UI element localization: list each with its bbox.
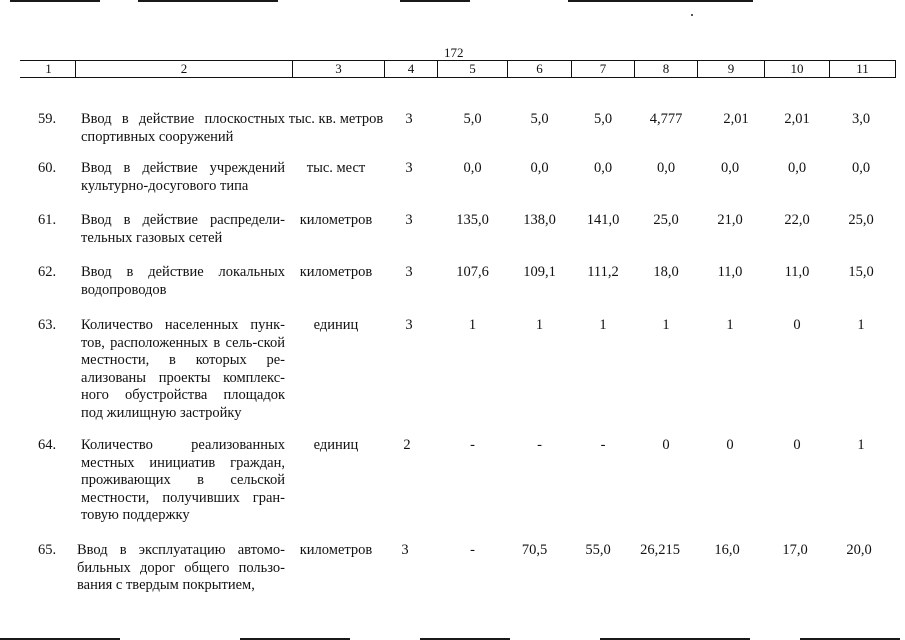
- value-col-8: 1: [662, 317, 670, 333]
- value-col-10: 0,0: [787, 160, 807, 176]
- value-col-6: 0,0: [530, 160, 549, 176]
- unit-of-measure: тыс. кв. метров: [288, 111, 384, 127]
- value-col-8: 4,777: [649, 111, 683, 127]
- value-col-7: 0,0: [593, 160, 613, 176]
- value-col-11: 1: [857, 317, 865, 333]
- value-col-11: 0,0: [851, 160, 871, 176]
- scan-edge-line: [400, 0, 470, 2]
- value-col-10: 17,0: [782, 542, 808, 558]
- value-col-11: 15,0: [848, 264, 874, 280]
- value-col-11: 3,0: [851, 111, 871, 127]
- value-col-10: 22,0: [784, 212, 810, 228]
- column-number: 3: [335, 61, 342, 76]
- column-number: 7: [599, 61, 607, 76]
- value-col-9: 16,0: [714, 542, 740, 558]
- header-divider: [895, 60, 896, 78]
- indicator-name: Ввод в действие распредели-тельных газовых сетей: [81, 212, 285, 246]
- value-col-6: 109,1: [523, 264, 556, 280]
- row-number: 59.: [38, 111, 57, 127]
- value-col-7: 141,0: [586, 212, 620, 228]
- scan-speck: [691, 14, 693, 16]
- value-col-8: 25,0: [653, 212, 679, 228]
- value-col-6: 5,0: [530, 111, 549, 127]
- value-col-7: 111,2: [587, 264, 619, 280]
- value-col-7: 55,0: [585, 542, 611, 558]
- column-number: 1: [45, 61, 52, 76]
- column-number: 2: [180, 61, 188, 76]
- value-col-5: 5,0: [463, 111, 482, 127]
- value-col-10: 0: [793, 437, 801, 453]
- value-col-8: 0,0: [656, 160, 676, 176]
- column-number: 4: [407, 61, 415, 76]
- indicator-name: Количество реализованных местных инициатив граждан, проживающих в сельской местности, получивших гран-товую поддержку: [81, 437, 285, 523]
- indicator-name: Ввод в эксплуатацию автомо-бильных дорог общего пользо-вания с твердым покрытием,: [77, 542, 285, 593]
- table-header-row: [0, 60, 905, 77]
- value-col-9: 1: [726, 317, 734, 333]
- value-col-8: 0: [662, 437, 670, 453]
- unit-of-measure: единиц: [313, 317, 359, 333]
- value-col-11: 20,0: [846, 542, 872, 558]
- row-number: 61.: [38, 212, 57, 228]
- value-col-5: 1: [468, 317, 477, 333]
- row-number: 65.: [38, 542, 57, 558]
- value-col-6: -: [537, 437, 542, 453]
- value-col-6: 1: [535, 317, 544, 333]
- indicator-name: Количество населенных пунк-тов, расположенных в сель-ской местности, в которых ре-ализованы проекты комплекс-ного обустройства площадок под жилищную застройку: [81, 317, 285, 421]
- value-col-5: 0,0: [463, 160, 482, 176]
- value-col-9: 21,0: [717, 212, 743, 228]
- value-col-8: 26,215: [640, 542, 680, 558]
- value-col-5: 135,0: [456, 212, 489, 228]
- column-number: 8: [662, 61, 670, 76]
- unit-of-measure: километров: [299, 212, 373, 228]
- indicator-name: Ввод в действие плоскостных спортивных сооружений: [81, 111, 285, 145]
- indicator-name: Ввод в действие локальных водопроводов: [81, 264, 285, 298]
- value-col-9: 11,0: [717, 264, 743, 280]
- value-col-4: 3: [405, 160, 413, 176]
- column-number: 11: [856, 61, 869, 76]
- value-col-6: 70,5: [521, 542, 548, 558]
- indicator-name: Ввод в действие учреждений культурно-досугового типа: [81, 160, 285, 194]
- unit-of-measure: единиц: [313, 437, 359, 453]
- value-col-5: -: [470, 437, 475, 453]
- value-col-4: 3: [405, 212, 413, 228]
- scan-edge-line: [10, 0, 100, 2]
- value-col-9: 2,01: [723, 111, 749, 127]
- value-col-4: 3: [405, 264, 413, 280]
- row-number: 60.: [38, 160, 57, 176]
- value-col-11: 25,0: [848, 212, 874, 228]
- column-number: 6: [536, 61, 543, 76]
- column-number: 5: [469, 61, 476, 76]
- value-col-11: 1: [857, 437, 865, 453]
- value-col-9: 0: [726, 437, 734, 453]
- value-col-10: 11,0: [784, 264, 810, 280]
- page-number: 172: [444, 45, 464, 60]
- unit-of-measure: километров: [299, 264, 373, 280]
- value-col-4: 3: [401, 542, 409, 558]
- scan-edge-line: [138, 0, 278, 2]
- value-col-7: 1: [599, 317, 607, 333]
- column-number: 10: [790, 61, 804, 76]
- value-col-5: 107,6: [456, 264, 489, 280]
- unit-of-measure: километров: [299, 542, 373, 558]
- scan-edge-line: [568, 0, 753, 2]
- value-col-4: 2: [403, 437, 411, 453]
- value-col-10: 2,01: [784, 111, 810, 127]
- row-number: 63.: [38, 317, 57, 333]
- row-number: 64.: [38, 437, 57, 453]
- column-number: 9: [727, 61, 735, 76]
- value-col-5: -: [470, 542, 475, 558]
- value-col-4: 3: [405, 317, 413, 333]
- value-col-9: 0,0: [720, 160, 740, 176]
- value-col-6: 138,0: [523, 212, 556, 228]
- value-col-10: 0: [793, 317, 801, 333]
- row-number: 62.: [38, 264, 57, 280]
- unit-of-measure: тыс. мест: [306, 160, 366, 176]
- value-col-7: -: [600, 437, 606, 453]
- value-col-8: 18,0: [653, 264, 679, 280]
- value-col-4: 3: [405, 111, 413, 127]
- value-col-7: 5,0: [593, 111, 613, 127]
